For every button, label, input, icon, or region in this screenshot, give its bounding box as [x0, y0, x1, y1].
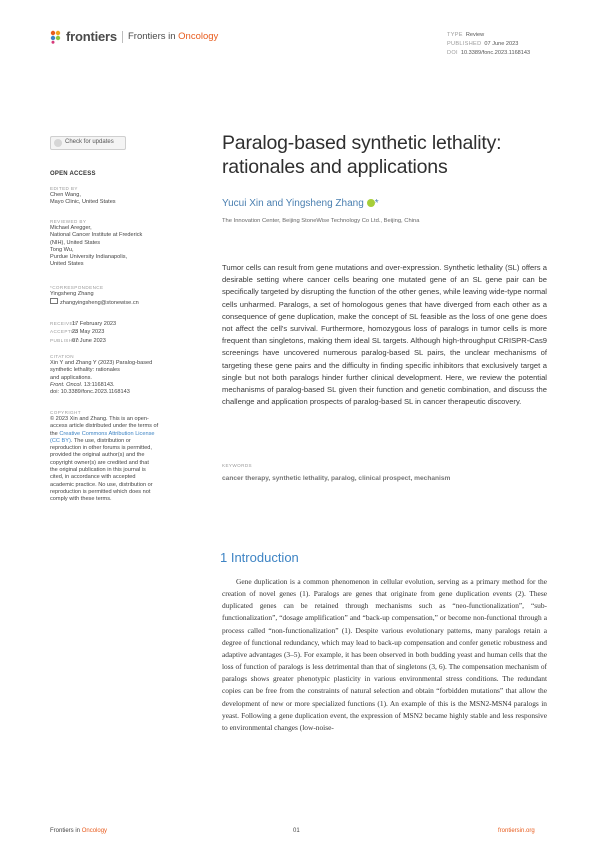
license-link[interactable]: Creative Commons Attribution License — [59, 430, 155, 437]
open-access-label: OPEN ACCESS — [50, 171, 96, 177]
author-list: Yucui Xin and Yingsheng Zhang * — [222, 198, 379, 209]
frontiers-logo-icon — [50, 30, 66, 44]
article-meta: TYPE Review PUBLISHED 07 June 2023 DOI 10.3389/fonc.2023.1168143 — [447, 32, 531, 56]
abstract: Tumor cells can result from gene mutations and over-expression. Synthetic lethality (SL) offers a desirable setting where cancer cells bearing one mutated gene of an SL gene pair can be specifically targeted by disrupting the function of the other genes, while leaving wide-type normal cells unharmed. Paralogs, a set of homologous genes that have diverged from each other as a consequence of gene duplication, make the concept of SL feasible as the loss of one gene does not affect the cell's survival. Furthermore, homozygous loss of paralogs in tumor cells is more frequent than singletons, making them ideal SL targets. Although high-throughput CRISPR-Cas9 screenings have uncovered numerous paralog-based SL pairs, the unclear mechanisms of targeting these gene pairs and the difficulty in finding specific inhibitors that exclusively target a single but not both paralogs hinder further clinical development. Here, we review the potential mechanisms of paralog-based SL given their function and genetic combination, and discuss the challenge and application prospects of paralog-based SL in cancer therapeutic discovery. — [222, 263, 547, 407]
copyright: COPYRIGHT © 2023 Xin and Zhang. This is an open- access article distributed under the terms of the Creative Commons Attribution License (CC BY). The use, distribution or reproduction in other forums is permitted, provided the original author(s) and the copyright owner(s) are credited and that the original publication in this journal is cited, in accordance with accepted academic practice. No use, distribution or reproduction is permitted which does not comply with these terms. — [50, 410, 159, 503]
cc-by-link[interactable]: (CC BY) — [50, 437, 71, 444]
orcid-icon[interactable] — [367, 199, 375, 207]
intro-paragraph: Gene duplication is a common phenomenon in cellular evolution, serving as a primary method for the creation of novel genes (1). Paralogs are genes that originate from gene duplication events (2). These duplicated genes can be retained through mechanisms such as “neo-functionalization”, “sub-functionalization”, “dosage amplification” and “back-up compensation,” or become non-functional through a process called “non-functionalization” (1). Despite various evolutionary patterns, many paralogs retain a degree of functional redundancy, which may lead to back-up compensation and confer genetic robustness and adaptive advantages (3–5). For example, it has been observed in both budding yeast and human cells that the loss of function of paralogs is less detrimental than that of singletons (3, 6). The compensation mechanism of paralogs shows greater phenotypic plasticity in various environmental stress conditions. The redundant copies can be free from the constraints of natural selection and obtain “forbidden mutations” that allow the development of new or more specialized functions (1). An example of this is the MSN2-MSN4 paralogs in yeast. Following a gene duplication event, the expression of MSN2 became highly stable and less responsive to environmental changes (low-noise- — [222, 577, 547, 732]
intro-body — [222, 576, 547, 734]
keywords-label: KEYWORDS — [222, 463, 252, 468]
check-updates-icon — [54, 139, 62, 147]
header-divider — [122, 31, 123, 43]
correspondence: *CORRESPONDENCE Yingsheng Zhang zhangyingsheng@stonewise.cn — [50, 285, 139, 307]
correspondence-email[interactable]: zhangyingsheng@stonewise.cn — [60, 300, 139, 307]
journal-name: Frontiers in Oncology — [128, 31, 219, 42]
mail-icon — [50, 298, 58, 304]
keywords: cancer therapy, synthetic lethality, paralog, clinical prospect, mechanism — [222, 475, 451, 482]
check-for-updates-button[interactable]: Check for updates — [50, 136, 126, 150]
footer-journal: Frontiers in Oncology — [50, 828, 108, 834]
article-title: Paralog-based synthetic lethality: rationales and applications — [222, 132, 502, 178]
reviewed-by: REVIEWED BY Michael Aregger, National Cancer Institute at Frederick (NIH), United States Tong Wu, Purdue University Indianapolis, United States — [50, 219, 143, 268]
section-heading: 1 Introduction — [220, 550, 299, 565]
history-dates: RECEIVED17 February 2023 ACCEPTED23 May 2023 PUBLISHED07 June 2023 — [50, 321, 117, 344]
footer-site-link[interactable]: frontiersin.org — [498, 828, 535, 834]
citation: CITATION Xin Y and Zhang Y (2023) Paralog-based synthetic lethality: rationales and applications. Front. Oncol. 13:1168143. doi: 10.3389/fonc.2023.1168143 — [50, 354, 153, 396]
brand-name: frontiers — [66, 29, 117, 44]
affiliation: The Innovation Center, Beijing StoneWise Technology Co Ltd., Beijing, China — [222, 218, 420, 224]
edited-by: EDITED BY Chen Wang, Mayo Clinic, United States — [50, 186, 116, 206]
authors-text[interactable]: Yucui Xin and Yingsheng Zhang — [222, 198, 364, 209]
page-number: 01 — [293, 828, 300, 834]
